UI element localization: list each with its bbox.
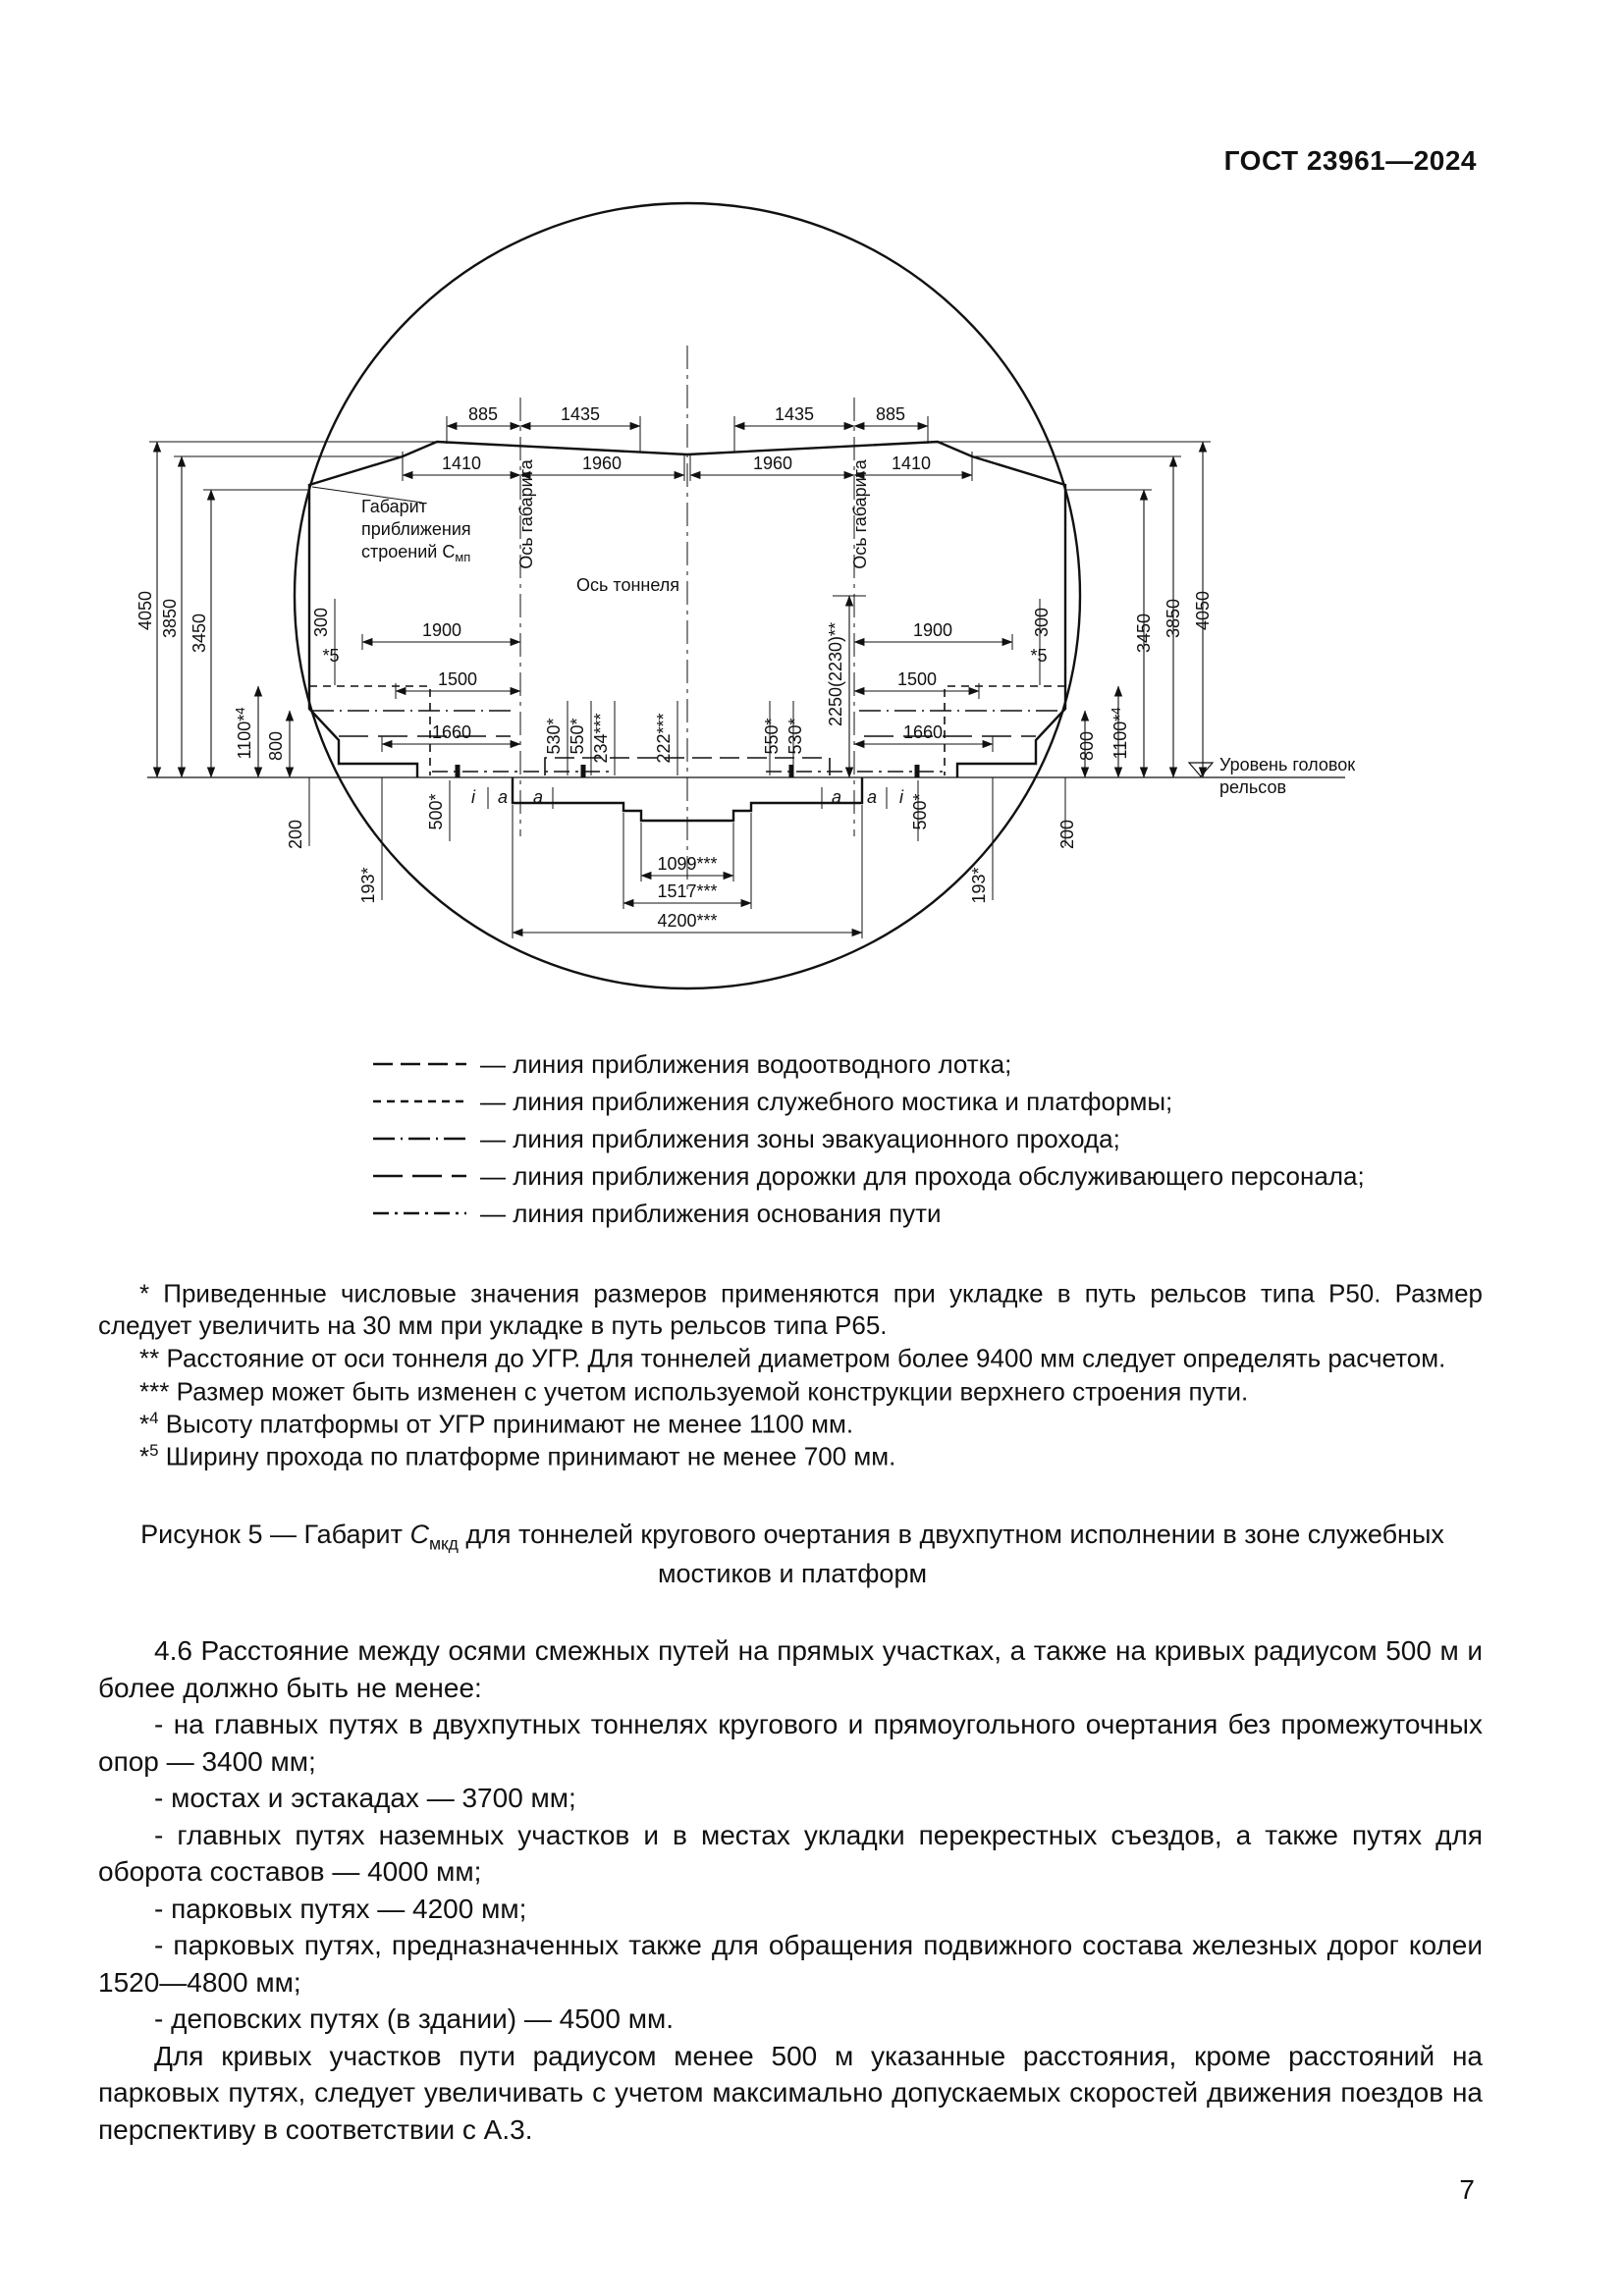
closing-paragraph: Для кривых участков пути радиусом менее 500 м указанные расстояния, кроме расстояний на парковых путях, следует увеличивать с учетом максимально допускаемых скоростей движения поездов на перспективу в соответствии с А.3. [98, 2040, 1483, 2145]
dim-1960-left: 1960 [581, 454, 623, 473]
footnote-3: *** Размер может быть изменен с учетом используемой конструкции верхнего строения пути. [139, 1376, 1249, 1407]
dim-3850-right: 3850 [1164, 598, 1183, 639]
dim-a-right-2: a [866, 787, 878, 807]
dim-1435-left: 1435 [560, 404, 601, 424]
rail-level-label-line2: рельсов [1219, 777, 1287, 797]
list-item-park-tracks: - парковых путях — 4200 мм; [154, 1893, 527, 1924]
gabarit-label-line2: приближения [361, 519, 471, 539]
dim-1960-right: 1960 [752, 454, 793, 473]
figure-5-diagram [98, 198, 1473, 1013]
dim-300-right: 300 [1032, 607, 1052, 638]
gabarit-label-line1: Габарит [361, 497, 427, 516]
dim-4050-left: 4050 [135, 590, 155, 631]
list-item-bridges: - мостах и эстакадах — 3700 мм; [154, 1783, 576, 1814]
figure-legend [98, 1045, 1624, 1232]
dim-1410-right: 1410 [891, 454, 932, 473]
dim-885-right: 885 [875, 404, 906, 424]
dim-800-left: 800 [266, 730, 286, 762]
dim-3850-left: 3850 [160, 598, 180, 639]
dim-1435-right: 1435 [774, 404, 815, 424]
legend-line-sample [373, 1208, 466, 1218]
gauge-axis-label-left: Ось габарита [516, 459, 536, 569]
dim-i-right: i [899, 787, 903, 807]
dim-550-left: 550* [568, 718, 587, 755]
dim-530-left: 530* [544, 718, 564, 755]
dim-2250: 2250(2230)** [826, 621, 845, 727]
page-number: 7 [1459, 2173, 1475, 2205]
gabarit-callout [312, 487, 471, 564]
dim-200-left: 200 [286, 819, 305, 850]
gauge-symbol: С [409, 1519, 429, 1549]
dim-star5-left: *5 [322, 646, 340, 666]
legend-item [98, 1045, 1624, 1083]
dim-800-right: 800 [1077, 730, 1097, 762]
dim-1900-right: 1900 [912, 620, 953, 640]
legend-item [98, 1120, 1624, 1157]
dim-500-right: 500* [910, 793, 930, 830]
rail-level [147, 763, 1345, 777]
legend-line-sample [373, 1171, 466, 1181]
footnote-2: ** Расстояние от оси тоннеля до УГР. Для тоннелей диаметром более 9400 мм следует определять расчетом. [139, 1343, 1446, 1373]
dim-a-left-1: a [497, 787, 509, 807]
dim-193-right: 193* [969, 867, 989, 904]
dimension-labels [135, 404, 1213, 931]
dim-1900-left: 1900 [421, 620, 462, 640]
list-item-main-tracks-tunnels: - на главных путях в двухпутных тоннелях кругового и прямоугольного очертания без промежуточных опор — 3400 мм; [98, 1709, 1483, 1777]
dim-3450-left: 3450 [189, 613, 209, 654]
gauge-main-outline [309, 442, 1065, 777]
footnote-5: *$^5$ Ширину прохода по платформе принимают не менее 700 мм. [139, 1441, 896, 1472]
figure-area [98, 198, 1473, 1018]
paragraph-4-6: 4.6 Расстояние между осями смежных путей на прямых участках, а также на кривых радиусом 500 м и более должно быть не менее: [98, 1635, 1483, 1703]
footnotes [98, 1277, 1483, 1473]
dim-234: 234*** [591, 713, 611, 764]
dim-4200: 4200*** [657, 911, 718, 931]
legend-item-label: — линия приближения водоотводного лотка; [480, 1048, 1012, 1079]
dim-1660-left: 1660 [431, 722, 472, 742]
legend-item-label: — линия приближения основания пути [480, 1198, 942, 1228]
legend-item [98, 1083, 1624, 1120]
legend-line-sample [373, 1059, 466, 1069]
dim-200-right: 200 [1057, 819, 1077, 850]
dim-1500-left: 1500 [437, 669, 478, 689]
dim-star5-right: *5 [1030, 646, 1048, 666]
dim-222: 222*** [654, 713, 674, 764]
body-text [98, 1632, 1483, 2148]
dim-193-left: 193* [358, 867, 378, 904]
legend-line-sample [373, 1134, 466, 1144]
footnote-1: * Приведенные числовые значения размеров применяются при укладке в путь рельсов типа Р50. Размер следует увеличить на 30 мм при укладке в путь рельсов типа Р65. [98, 1278, 1483, 1341]
center-lines [520, 346, 854, 890]
level-mark-icon [1189, 763, 1213, 776]
dim-530-right: 530* [785, 718, 805, 755]
legend-item [98, 1195, 1624, 1232]
legend-item-label: — линия приближения дорожки для прохода обслуживающего персонала; [480, 1160, 1365, 1191]
dim-1100-left: 1100*$^4$ [233, 707, 254, 760]
dim-a-left-2: a [532, 787, 544, 807]
tunnel-axis-label: Ось тоннеля [576, 575, 679, 595]
legend-item-label: — линия приближения зоны эвакуационного прохода; [480, 1123, 1120, 1153]
dim-3450-right: 3450 [1134, 613, 1154, 654]
dim-1517: 1517*** [657, 881, 718, 901]
dim-1100-right: 1100*$^4$ [1109, 707, 1130, 760]
dim-500-left: 500* [426, 793, 446, 830]
dim-1500-right: 1500 [896, 669, 938, 689]
dim-1099: 1099*** [657, 854, 718, 874]
dim-300-left: 300 [311, 607, 331, 638]
gabarit-label-line3: строений $С_{мп}$ [361, 542, 471, 564]
dim-4050-right: 4050 [1193, 590, 1213, 631]
list-item-surface-tracks: - главных путях наземных участков и в местах укладки перекрестных съездов, а также путях для оборота составов — 4000 мм; [98, 1819, 1483, 1888]
figure-caption: Рисунок 5 — Габарит $С_{мкд}$ для тоннелей кругового очертания в двухпутном исполнении в зоне служебных мостиков и платформ [140, 1519, 1444, 1588]
dim-885-left: 885 [467, 404, 499, 424]
doc-number: ГОСТ 23961—2024 [1223, 145, 1477, 176]
legend-line-sample [373, 1096, 466, 1106]
footnote-4: *$^4$ Высоту платформы от УГР принимают не менее 1100 мм. [139, 1408, 854, 1439]
list-item-park-tracks-1520: - парковых путях, предназначенных также для обращения подвижного состава железных дорог колеи 1520—4800 мм; [98, 1930, 1483, 1998]
dim-1410-left: 1410 [441, 454, 482, 473]
dim-550-right: 550* [762, 718, 782, 755]
dim-1660-right: 1660 [902, 722, 944, 742]
legend-item [98, 1157, 1624, 1195]
dim-i-left: i [471, 787, 475, 807]
legend-item-label: — линия приближения служебного мостика и платформы; [480, 1086, 1173, 1116]
gauge-axis-label-right: Ось габарита [850, 459, 870, 569]
list-item-depot-tracks: - деповских путях (в здании) — 4500 мм. [154, 2003, 674, 2035]
dim-a-right-1: a [831, 787, 842, 807]
rail-level-label-line1: Уровень головок [1219, 755, 1356, 774]
